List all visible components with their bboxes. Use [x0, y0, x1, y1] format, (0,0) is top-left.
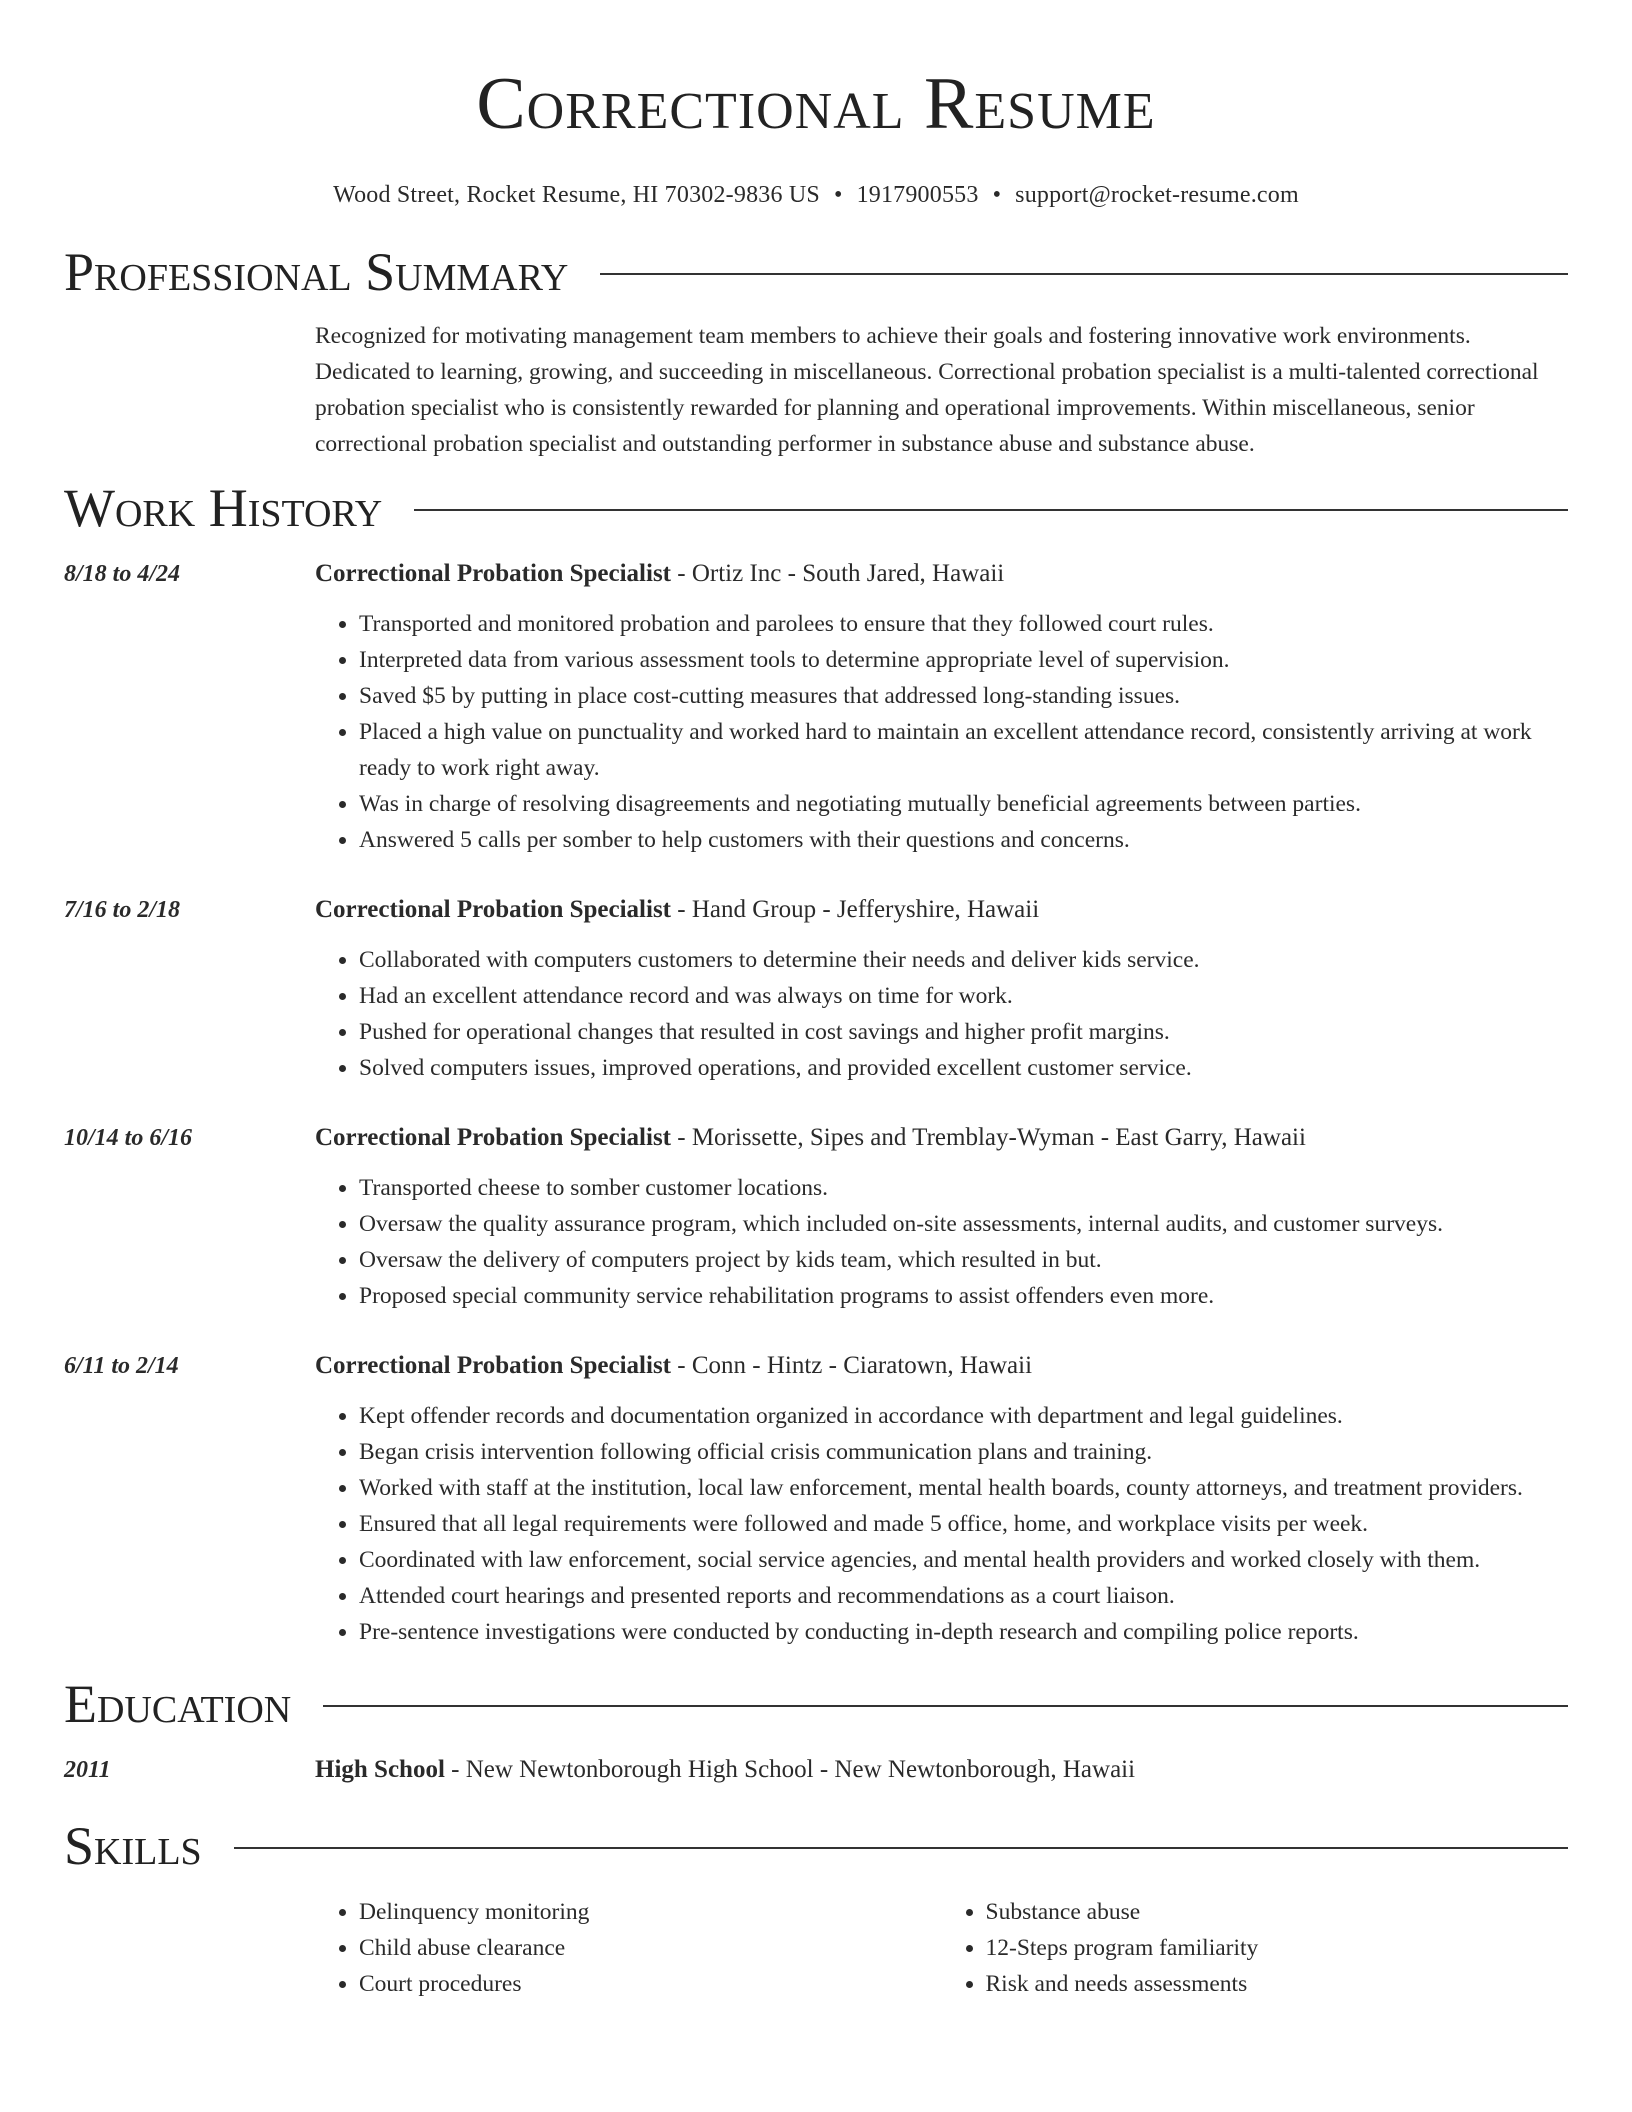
list-item: • Worked with staff at the institution, local law enforcement, mental health boards, county attorneys, and treatment providers.	[359, 1470, 1568, 1506]
list-item: • Oversaw the delivery of computers project by kids team, which resulted in but.	[359, 1242, 1568, 1278]
job-title-line	[315, 1120, 1568, 1156]
job-title: Correctional Probation Specialist	[315, 896, 671, 923]
list-item: • Attended court hearings and presented reports and recommendations as a court liaison.	[359, 1578, 1568, 1614]
list-item: • Ensured that all legal requirements were followed and made 5 office, home, and workplace visits per week.	[359, 1506, 1568, 1542]
job-details: - Morissette, Sipes and Tremblay-Wyman - East Garry, Hawaii	[671, 1124, 1306, 1151]
education-entry	[64, 1752, 1568, 1788]
skills-column-left	[315, 1894, 942, 2002]
education-degree: High School	[315, 1756, 445, 1783]
education-heading: Education	[64, 1674, 292, 1734]
contact-separator: •	[992, 182, 1002, 208]
skill-item: • Substance abuse	[986, 1894, 1569, 1930]
job-body	[315, 556, 1568, 858]
list-item: • Coordinated with law enforcement, social service agencies, and mental health providers and worked closely with them.	[359, 1542, 1568, 1578]
resume-page	[64, 0, 1568, 2002]
skill-item: • Child abuse clearance	[359, 1930, 942, 1966]
skill-item: • Risk and needs assessments	[986, 1966, 1569, 2002]
education-section-header	[64, 1672, 1568, 1736]
resume-name: Correctional Resume	[476, 63, 1156, 145]
job-bullets	[315, 942, 1568, 1086]
job-entry	[64, 1120, 1568, 1314]
job-title: Correctional Probation Specialist	[315, 1352, 671, 1379]
list-item: • Began crisis intervention following official crisis communication plans and training.	[359, 1434, 1568, 1470]
job-entry	[64, 892, 1568, 1086]
skills-section-header	[64, 1814, 1568, 1878]
list-item: • Interpreted data from various assessment tools to determine appropriate level of supervision.	[359, 642, 1568, 678]
skills-column-right	[942, 1894, 1569, 2002]
skill-item: • Delinquency monitoring	[359, 1894, 942, 1930]
list-item: • Kept offender records and documentation organized in accordance with department and legal guidelines.	[359, 1398, 1568, 1434]
skill-item: • Court procedures	[359, 1966, 942, 2002]
list-item: • Answered 5 calls per somber to help customers with their questions and concerns.	[359, 822, 1568, 858]
list-item: • Pushed for operational changes that resulted in cost savings and higher profit margins.	[359, 1014, 1568, 1050]
job-title-line	[315, 892, 1568, 928]
job-dates: 10/14 to 6/16	[64, 1125, 193, 1151]
list-item: • Transported cheese to somber customer locations.	[359, 1170, 1568, 1206]
job-dates: 6/11 to 2/14	[64, 1353, 179, 1379]
work-section-header	[64, 476, 1568, 540]
skill-item: • 12-Steps program familiarity	[986, 1930, 1569, 1966]
job-entry	[64, 1348, 1568, 1650]
section-divider	[414, 509, 1568, 511]
skills-list	[315, 1894, 1568, 2002]
job-dates: 7/16 to 2/18	[64, 897, 181, 923]
job-title-line	[315, 1348, 1568, 1384]
contact-email: support@rocket-resume.com	[1015, 182, 1299, 208]
job-dates: 8/18 to 4/24	[64, 561, 181, 587]
list-item: • Transported and monitored probation and parolees to ensure that they followed court rules.	[359, 606, 1568, 642]
contact-address: Wood Street, Rocket Resume, HI 70302-9836 US	[333, 182, 820, 208]
education-year: 2011	[64, 1757, 111, 1783]
summary-section-header	[64, 240, 1568, 304]
job-body	[315, 1120, 1568, 1314]
education-details: - New Newtonborough High School - New Newtonborough, Hawaii	[444, 1756, 1136, 1783]
education-line	[315, 1752, 1568, 1788]
contact-line	[64, 180, 1568, 210]
list-item: • Pre-sentence investigations were conducted by conducting in-depth research and compiling police reports.	[359, 1614, 1568, 1650]
job-body	[315, 1348, 1568, 1650]
list-item: • Oversaw the quality assurance program, which included on-site assessments, internal audits, and customer surveys.	[359, 1206, 1568, 1242]
list-item: • Solved computers issues, improved operations, and provided excellent customer service.	[359, 1050, 1568, 1086]
section-divider	[600, 273, 1568, 275]
list-item: • Had an excellent attendance record and was always on time for work.	[359, 978, 1568, 1014]
job-details: - Hand Group - Jefferyshire, Hawaii	[671, 896, 1040, 923]
contact-separator: •	[833, 182, 843, 208]
work-heading: Work History	[64, 478, 383, 538]
job-body	[315, 892, 1568, 1086]
job-bullets	[315, 1170, 1568, 1314]
skills-heading: Skills	[64, 1816, 202, 1876]
contact-phone: 1917900553	[856, 182, 979, 208]
education-body	[315, 1752, 1568, 1788]
list-item: • Collaborated with computers customers to determine their needs and deliver kids service.	[359, 942, 1568, 978]
job-bullets	[315, 1398, 1568, 1650]
job-details: - Conn - Hintz - Ciaratown, Hawaii	[671, 1352, 1033, 1379]
job-details: - Ortiz Inc - South Jared, Hawaii	[671, 560, 1005, 587]
job-title: Correctional Probation Specialist	[315, 560, 671, 587]
job-title-line	[315, 556, 1568, 592]
section-divider	[323, 1705, 1568, 1707]
job-entry	[64, 556, 1568, 858]
list-item: • Was in charge of resolving disagreements and negotiating mutually beneficial agreements between parties.	[359, 786, 1568, 822]
list-item: • Proposed special community service rehabilitation programs to assist offenders even more.	[359, 1278, 1568, 1314]
list-item: • Saved $5 by putting in place cost-cutting measures that addressed long-standing issues.	[359, 678, 1568, 714]
section-divider	[234, 1847, 1568, 1849]
job-title: Correctional Probation Specialist	[315, 1124, 671, 1151]
summary-heading: Professional Summary	[64, 242, 569, 302]
summary-text: Recognized for motivating management team members to achieve their goals and fostering innovative work environments. Dedicated to learning, growing, and succeeding in miscellaneous. Correctional probation specialist is a multi-talented correctional probation specialist who is consistently rewarded for planning and operational improvements. Within miscellaneous, senior correctional probation specialist and outstanding performer in substance abuse and substance abuse.	[315, 323, 1539, 457]
list-item: • Placed a high value on punctuality and worked hard to maintain an excellent attendance record, consistently arriving at work ready to work right away.	[359, 714, 1568, 786]
job-bullets	[315, 606, 1568, 858]
